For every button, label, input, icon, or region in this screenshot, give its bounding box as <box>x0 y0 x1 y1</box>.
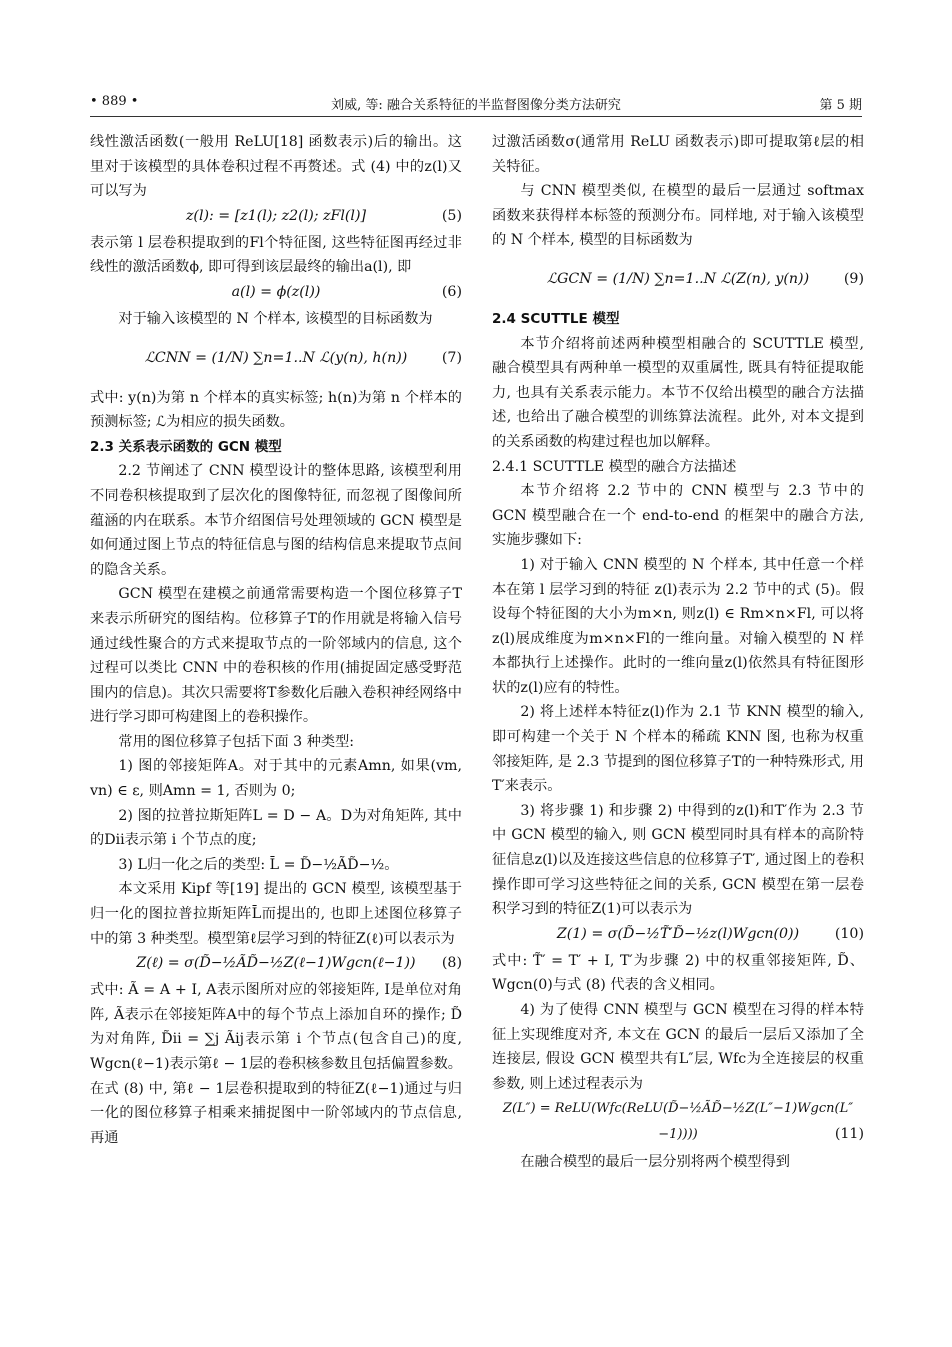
equation-10 <box>492 922 864 949</box>
running-title: 刘威, 等: 融合关系特征的半监督图像分类方法研究 <box>331 98 621 113</box>
list-item: 4) 为了使得 CNN 模型与 GCN 模型在习得的样本特征上实现维度对齐, 本文在 GCN 的最后一层后又添加了全连接层, 假设 GCN 模型共有L″层, Wfc为全连接层的权重参数, 则上述过程表示为 <box>492 1002 864 1092</box>
paragraph: 本文采用 Kipf 等[19] 提出的 GCN 模型, 该模型基于归一化的图拉普拉斯矩阵L̄而提出的, 也即上述图位移算子中的第 3 种类型。模型第ℓ层学习到的特征Z(ℓ)可以表示为 <box>90 881 462 947</box>
paragraph: GCN 模型在建模之前通常需要构造一个图位移算子T来表示所研究的图结构。位移算子T的作用就是将输入信号通过线性聚合的方式来提取节点的一阶邻域内的信息, 这个过程可以类比 CNN 中的卷积核的作用(捕捉固定感受野范围内的信息)。其次只需要将T参数化后融入卷积神经网络中进行学习即可构建图上的卷积操作。 <box>90 586 462 726</box>
equation-body: a(l) = ϕ(z(l)) <box>231 283 321 300</box>
equation-body: Z(ℓ) = σ(D̃−½ÃD̃−½Z(ℓ−1)Wgcn(ℓ−1)) <box>136 955 416 972</box>
left-column <box>90 130 462 1150</box>
right-column <box>492 130 864 1175</box>
section-heading: 2.3 关系表示函数的 GCN 模型 <box>90 438 282 455</box>
paragraph: 2.2 节阐述了 CNN 模型设计的整体思路, 该模型利用不同卷积核提取到了层次化的图像特征, 而忽视了图像间所蕴涵的内在联系。本节介绍图信号处理领域的 GCN 模型是如何通过图上节点的特征信息与图的结构信息来提取节点间的隐含关系。 <box>90 463 462 578</box>
equation-number: (11) <box>834 1126 864 1143</box>
list-item: 1) 图的邻接矩阵A。对于其中的元素Amn, 如果(vm, vn) ∈ ε, 则Amn = 1, 否则为 0; <box>90 758 462 800</box>
paragraph: 式中: y(n)为第 n 个样本的真实标签; h(n)为第 n 个样本的预测标签; ℒ为相应的损失函数。 <box>90 389 462 431</box>
equation-body: ℒCNN = (1/N) ∑n=1..N ℒ(y(n), h(n)) <box>144 349 408 366</box>
equation-body: Z(L″) = ReLU(Wfc(ReLU(D̃−½ÃD̃−½Z(L″−1)Wgcn(L″−1)))) <box>502 1101 854 1142</box>
equation-number: (5) <box>441 207 462 224</box>
equation-7 <box>90 332 462 386</box>
equation-8 <box>90 951 462 978</box>
equation-number: (6) <box>441 283 462 300</box>
equation-body: ℒGCN = (1/N) ∑n=1..N ℒ(Z(n), y(n)) <box>546 270 810 287</box>
list-item: 3) 将步骤 1) 和步骤 2) 中得到的z(l)和T′作为 2.3 节中 GCN 模型的输入, 则 GCN 模型同时具有样本的高阶特征信息z(l)以及连接这些信息的位移算子T′, 通过图上的卷积操作即可学习这些特征之间的关系, GCN 模型在第一层卷积学习到的特征Z(1)可以表示为 <box>492 802 864 918</box>
list-item: 2) 图的拉普拉斯矩阵L = D − A。D为对角矩阵, 其中的Dii表示第 i 个节点的度; <box>90 807 462 849</box>
paragraph: 表示第 l 层卷积提取到的Fl个特征图, 这些特征图再经过非线性的激活函数ϕ, 即可得到该层最终的输出a(l), 即 <box>90 234 462 276</box>
paragraph: 常用的图位移算子包括下面 3 种类型: <box>118 733 355 750</box>
equation-5 <box>90 204 462 231</box>
paragraph: 本节介绍将 2.2 节中的 CNN 模型与 2.3 节中的 GCN 模型融合在一个 end-to-end 的框架中的融合方法, 实施步骤如下: <box>492 483 864 549</box>
equation-number: (8) <box>441 955 462 972</box>
subsection-heading: 2.4.1 SCUTTLE 模型的融合方法描述 <box>492 458 737 475</box>
paragraph: 在融合模型的最后一层分别将两个模型得到 <box>520 1154 790 1171</box>
list-item: 2) 将上述样本特征z(l)作为 2.1 节 KNN 模型的输入, 即可构建一个关于 N 个样本的稀疏 KNN 图, 也称为权重邻接矩阵, 是 2.3 节提到的图位移算子T的一种特殊形式, 用T′来表示。 <box>492 704 864 795</box>
issue-number: 第 5 期 <box>819 98 862 113</box>
paragraph: 与 CNN 模型类似, 在模型的最后一层通过 softmax 函数来获得样本标签的预测分布。同样地, 对于输入该模型的 N 个样本, 模型的目标函数为 <box>492 183 864 249</box>
list-item: 3) L归一化之后的类型: L̄ = D̃−½ÃD̃−½。 <box>118 856 399 873</box>
paragraph: 本节介绍将前述两种模型相融合的 SCUTTLE 模型, 融合模型具有两种单一模型的双重属性, 既具有特征提取能力, 也具有关系表示能力。本节不仅给出模型的融合方法描述, 也给出了融合模型的训练算法流程。此外, 对本文提到的关系函数的构建过程也加以解释。 <box>492 335 864 450</box>
list-item: 1) 对于输入 CNN 模型的 N 个样本, 其中任意一个样本在第 l 层学习到的特征 z(l)表示为 2.2 节中的式 (5)。假设每个特征图的大小为m×n, 则z(l) ∈ Rm×n×Fl, 可以将z(l)展成维度为m×n×Fl的一维向量。对输入模型的 N 样本都执行上述操作。此时的一维向量z(l)依然具有特征图形状的z(l)应有的特性。 <box>492 556 864 696</box>
equation-body: z(l): = [z1(l); z2(l); zFl(l)] <box>185 207 367 224</box>
paragraph: 过激活函数σ(通常用 ReLU 函数表示)即可提取第ℓ层的相关特征。 <box>492 134 864 175</box>
equation-body: Z(1) = σ(D̃−½T̃′D̃−½z(l)Wgcn(0)) <box>556 925 800 942</box>
equation-11 <box>492 1096 864 1150</box>
equation-6 <box>90 280 462 307</box>
paragraph: 式中: T̃′ = T′ + I, T′为步骤 2) 中的权重邻接矩阵, D̃、Wgcn(0)与式 (8) 代表的含义相同。 <box>492 952 864 994</box>
equation-number: (9) <box>843 270 864 287</box>
running-header <box>90 94 862 117</box>
equation-number: (7) <box>441 349 462 366</box>
equation-number: (10) <box>834 925 864 942</box>
paragraph: 式中: Ã = A + I, A表示图所对应的邻接矩阵, I是单位对角阵, Ã表示在邻接矩阵A中的每个节点上添加自环的操作; D̃为对角阵, D̃ii = ∑j Ãij表示第 i 个节点(包含自己)的度, Wgcn(ℓ−1)表示第ℓ − 1层的卷积核参数且包括偏置参数。在式 (8) 中, 第ℓ − 1层卷积提取到的特征Z(ℓ−1)通过与归一化的图位移算子相乘来捕捉图中一阶邻域内的节点信息, 再通 <box>90 982 462 1146</box>
page-number: • 889 • <box>90 94 139 109</box>
section-heading: 2.4 SCUTTLE 模型 <box>492 310 620 327</box>
paragraph: 线性激活函数(一般用 ReLU[18] 函数表示)后的输出。这里对于该模型的具体卷积过程不再赘述。式 (4) 中的z(l)又可以写为 <box>90 134 462 200</box>
paragraph: 对于输入该模型的 N 个样本, 该模型的目标函数为 <box>118 310 433 327</box>
equation-9 <box>492 253 864 307</box>
